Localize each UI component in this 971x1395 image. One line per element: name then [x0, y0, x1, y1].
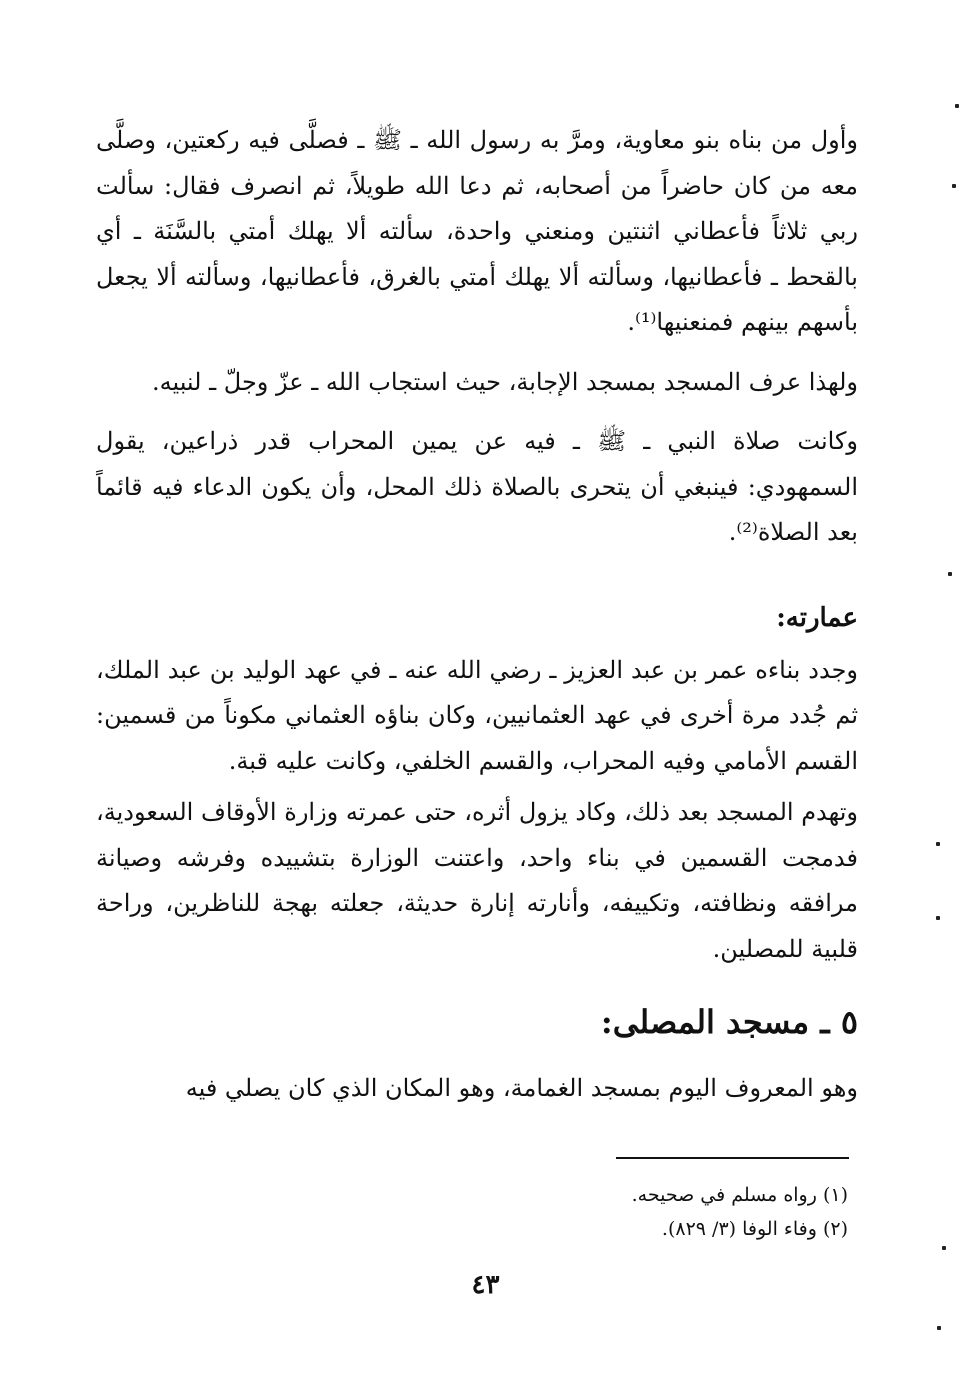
- page-body: [96, 118, 858, 1126]
- paragraph-2: ولهذا عرف المسجد بمسجد الإجابة، حيث استجاب الله ـ عزّ وجلّ ـ لنبيه.: [151, 367, 858, 396]
- footnote-separator: [616, 1157, 849, 1159]
- footnotes: [96, 1178, 848, 1246]
- heading-construction: عمارته:: [776, 602, 858, 633]
- scan-speck: [936, 842, 940, 846]
- scan-speck: [952, 184, 956, 188]
- section-title: ٥ ـ مسجد المصلى:: [600, 1003, 858, 1041]
- paragraph-4: وجدد بناءه عمر بن عبد العزيز ـ رضي الله عنه ـ في عهد الوليد بن عبد الملك، ثم جُدد مرة أخرى في عهد العثمانيين، وكان بناؤه العثماني مكوناً من قسمين: القسم الأمامي وفيه المحراب، والقسم الخلفي، وكانت عليه قبة.: [96, 655, 858, 775]
- page-number: ٤٣: [471, 1270, 500, 1300]
- paragraph-1: وأول من بناه بنو معاوية، ومرَّ به رسول الله ـ ﷺ ـ فصلَّى فيه ركعتين، وصلَّى معه من كان حاضراً من أصحابه، ثم دعا الله طويلاً، ثم انصرف فقال: سألت ربي ثلاثاً فأعطاني اثنتين ومنعني واحدة، سألته ألا يهلك أمتي بالسَّنَة ـ أي بالقحط ـ فأعطانيها، وسألته ألا يهلك أمتي بالغرق، فأعطانيها، وسألته ألا يجعل بأسهم بينهم فمنعنيها⁽¹⁾.: [96, 126, 859, 336]
- scan-speck: [937, 1326, 941, 1330]
- scan-speck: [955, 104, 959, 108]
- scan-speck: [936, 916, 940, 920]
- footnote-2: (٢) وفاء الوفا (٣/ ٨٢٩).: [661, 1218, 848, 1240]
- paragraph-6: وهو المعروف اليوم بمسجد الغمامة، وهو المكان الذي كان يصلي فيه: [185, 1074, 858, 1102]
- paragraph-3: وكانت صلاة النبي ـ ﷺ ـ فيه عن يمين المحراب قدر ذراعين، يقول السمهودي: فينبغي أن يتحرى بالصلاة ذلك المحل، وأن يكون الدعاء فيه قائماً بعد الصلاة⁽²⁾.: [96, 427, 858, 546]
- scan-speck: [948, 572, 952, 576]
- footnote-1: (١) رواه مسلم في صحيحه.: [631, 1184, 848, 1206]
- scan-speck: [942, 1246, 946, 1250]
- paragraph-5: وتهدم المسجد بعد ذلك، وكاد يزول أثره، حتى عمرته وزارة الأوقاف السعودية، فدمجت القسمين في بناء واحد، واعتنت الوزارة بتشييده وفرشه وصيانة مرافقه ونظافته، وتكييفه، وأنارته إنارة حديثة، جعلته بهجة للناظرين، وراحة قلبية للمصلين.: [96, 798, 858, 963]
